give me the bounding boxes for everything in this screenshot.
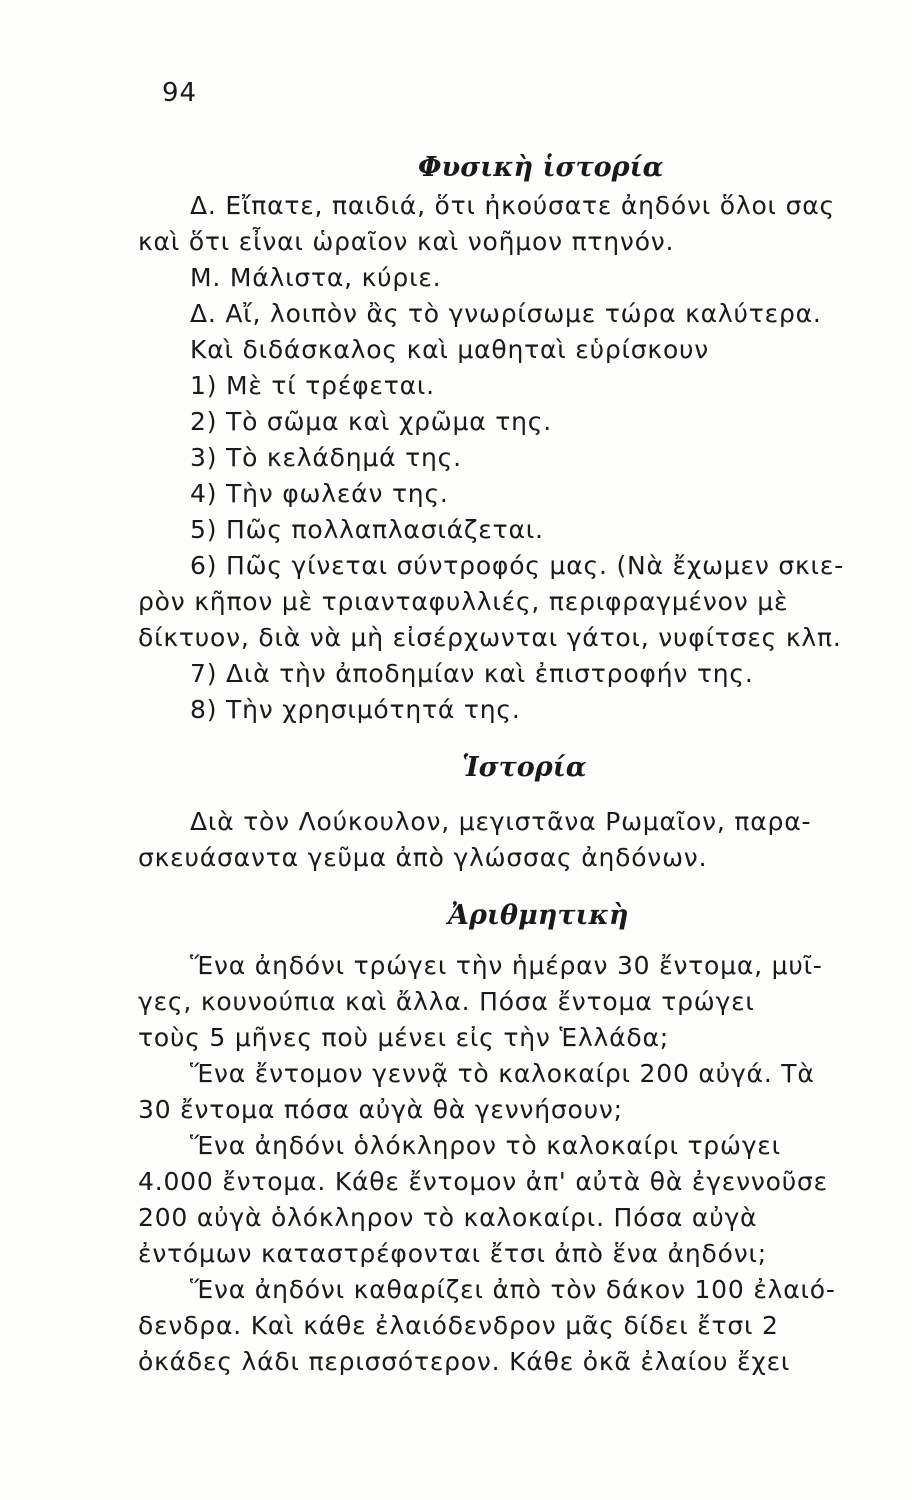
- text-line: 200 αὐγὰ ὁλόκληρον τὸ καλοκαίρι. Πόσα αὐγὰ: [138, 1203, 758, 1232]
- text-line: Καὶ διδάσκαλος καὶ μαθηταὶ εὑρίσκουν: [190, 335, 710, 364]
- text-line: ὀκάδες λάδι περισσότερον. Κάθε ὀκᾶ ἐλαίου ἔχει: [138, 1347, 791, 1376]
- text-line: καὶ ὅτι εἶναι ὡραῖον καὶ νοῆμον πτηνόν.: [138, 227, 675, 256]
- section-heading: Φυσικὴ ἱστορία: [418, 152, 664, 183]
- section-heading: Ἀριθμητικὴ: [448, 900, 629, 931]
- text-line: Μ. Μάλιστα, κύριε.: [190, 263, 442, 292]
- text-line: 4.000 ἔντομα. Κάθε ἔντομον ἀπ' αὐτὰ θὰ ἐγεννοῦσε: [138, 1167, 828, 1196]
- text-line: 5) Πῶς πολλαπλασιάζεται.: [190, 515, 544, 544]
- text-line: δενδρα. Καὶ κάθε ἐλαιόδενδρον μᾶς δίδει ἔτσι 2: [138, 1311, 779, 1340]
- text-line: Δ. Αἴ, λοιπὸν ἂς τὸ γνωρίσωμε τώρα καλύτερα.: [190, 299, 822, 328]
- text-line: 3) Τὸ κελάδημά της.: [190, 443, 462, 472]
- text-line: Ἕνα ἀηδόνι καθαρίζει ἀπὸ τὸν δάκον 100 ἐλαιό-: [190, 1275, 836, 1304]
- text-line: δίκτυον, διὰ νὰ μὴ εἰσέρχωνται γάτοι, νυφίτσες κλπ.: [138, 623, 842, 652]
- text-line: 30 ἔντομα πόσα αὐγὰ θὰ γεννήσουν;: [138, 1095, 623, 1124]
- text-line: Ἕνα ἀηδόνι τρώγει τὴν ἡμέραν 30 ἔντομα, μυῖ-: [190, 951, 823, 980]
- text-line: Διὰ τὸν Λούκουλον, μεγιστᾶνα Ρωμαῖον, παρα-: [190, 807, 812, 836]
- text-line: 1) Μὲ τί τρέφεται.: [190, 371, 435, 400]
- text-line: Δ. Εἴπατε, παιδιά, ὅτι ἠκούσατε ἀηδόνι ὅλοι σας: [190, 191, 835, 220]
- text-line: Ἕνα ἔντομον γεννᾷ τὸ καλοκαίρι 200 αὐγά. Τὰ: [190, 1059, 815, 1088]
- text-line: 7) Διὰ τὴν ἀποδημίαν καὶ ἐπιστροφήν της.: [190, 659, 754, 688]
- text-line: 2) Τὸ σῶμα καὶ χρῶμα της.: [190, 407, 552, 436]
- text-line: σκευάσαντα γεῦμα ἀπὸ γλώσσας ἀηδόνων.: [138, 843, 708, 872]
- text-line: ἐντόμων καταστρέφονται ἔτσι ἀπὸ ἕνα ἀηδόνι;: [138, 1239, 767, 1268]
- text-line: 6) Πῶς γίνεται σύντροφός μας. (Νὰ ἔχωμεν σκιε-: [190, 551, 844, 580]
- section-heading: Ἱστορία: [462, 752, 587, 783]
- text-line: ρὸν κῆπον μὲ τριανταφυλλιές, περιφραγμένον μὲ: [138, 587, 789, 616]
- text-line: 4) Τὴν φωλεάν της.: [190, 479, 449, 508]
- text-line: τοὺς 5 μῆνες ποὺ μένει εἰς τὴν Ἑλλάδα;: [138, 1023, 670, 1052]
- page-number: 94: [162, 78, 198, 108]
- text-line: 8) Τὴν χρησιμότητά της.: [190, 695, 521, 724]
- text-line: γες, κουνούπια καὶ ἄλλα. Πόσα ἔντομα τρώγει: [138, 987, 755, 1016]
- text-line: Ἕνα ἀηδόνι ὁλόκληρον τὸ καλοκαίρι τρώγει: [190, 1131, 781, 1160]
